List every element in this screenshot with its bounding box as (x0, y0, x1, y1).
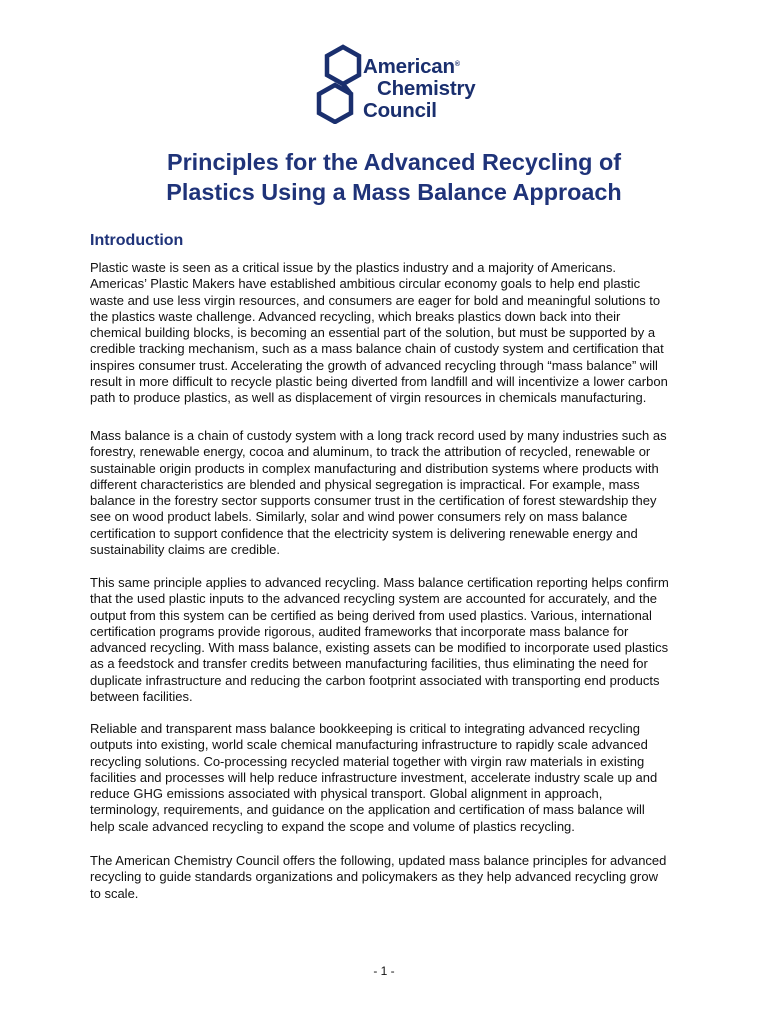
paragraph-line: Plastic waste is seen as a critical issue by the plastics industry and a majority of Americans. (90, 260, 616, 275)
paragraph-line: certification programs provide rigorous, audited frameworks that incorporate mass balance for (90, 623, 629, 639)
paragraph-line: recycling to guide standards organizations and policymakers as they help advanced recycling grow (90, 869, 658, 885)
title-line-1: Principles for the Advanced Recycling of (166, 149, 622, 175)
paragraph-line: path to produce plastics, as well as displacement of virgin resources in chemicals manufacturing. (90, 390, 647, 406)
logo-text-line-1: American® (363, 55, 460, 78)
paragraph-line: output from this system can be certified as being derived from used plastics. Various, international (90, 607, 652, 623)
paragraph-line: waste and use less virgin resources, and consumers are eager for bold and meaningful solutions to (90, 292, 661, 308)
paragraph-line: Reliable and transparent mass balance bookkeeping is critical to integrating advanced recycling (90, 721, 640, 736)
paragraph-line: as a feedstock and transfer credits between manufacturing facilities, thus eliminating the need for (90, 656, 648, 672)
paragraph-line: The American Chemistry Council offers the following, updated mass balance principles for advanced (90, 853, 667, 868)
paragraph-line: terminology, requirements, and guidance on the application and certification of mass balance will (90, 802, 645, 818)
paragraph-line: help scale advanced recycling to expand the scope and volume of plastics recycling. (90, 818, 575, 834)
paragraph-line: sustainability claims are credible. (90, 542, 281, 558)
paragraph-line: see on wood product labels. Similarly, solar and wind power consumers rely on mass balance (90, 509, 628, 525)
paragraph-5 (90, 853, 710, 902)
paragraph-line: reduce GHG emissions associated with physical transport. Global alignment in approach, (90, 786, 603, 802)
page-number: - 1 - (373, 964, 395, 978)
acc-logo (316, 44, 486, 124)
paragraph-line: certification to support confidence that the electricity system is delivering renewable energy and (90, 525, 638, 541)
paragraph-line: inspires consumer trust. Accelerating the growth of advanced recycling through “mass balance” will (90, 357, 658, 373)
paragraph-line: credible tracking mechanism, such as a mass balance chain of custody system and certification that (90, 341, 664, 357)
paragraph-3 (90, 575, 710, 705)
paragraph-line: duplicate infrastructure and reducing the carbon footprint associated with transporting end products (90, 672, 660, 688)
paragraph-line: chemical building blocks, is becoming an essential part of the solution, but must be supported by a (90, 325, 656, 341)
paragraph-line: to scale. (90, 885, 139, 901)
paragraph-4 (90, 721, 710, 835)
logo-text-line-2: Chemistry (377, 77, 476, 100)
paragraph-line: recycling solutions. Co-processing recycled material together with virgin raw materials in existing (90, 753, 645, 769)
paragraph-line: different characteristics are blended and physical segregation is impractical. For example, mass (90, 476, 640, 492)
paragraph-line: between facilities. (90, 689, 193, 705)
paragraph-line: that the used plastic inputs to the advanced recycling system are accounted for accurately, and the (90, 591, 658, 607)
paragraph-line: facilities and processes will help reduce infrastructure investment, accelerate industry scale up and (90, 769, 658, 785)
paragraph-line: forestry, renewable energy, cocoa and aluminum, to track the attribution of recycled, renewable or (90, 444, 651, 460)
paragraph-line: advanced recycling. With mass balance, existing assets can be modified to incorporate used plastics (90, 640, 669, 656)
paragraph-line: Americas’ Plastic Makers have established ambitious circular economy goals to help end plastic (90, 276, 641, 292)
paragraph-line: Mass balance is a chain of custody system with a long track record used by many industries such as (90, 428, 667, 443)
paragraph-line: outputs into existing, world scale chemical manufacturing infrastructure to rapidly scale advanced (90, 737, 648, 753)
paragraph-line: This same principle applies to advanced recycling. Mass balance certification reporting helps confirm (90, 575, 669, 590)
paragraph-1 (90, 260, 710, 407)
paragraph-line: sustainable origin products in complex manufacturing and distribution systems where products with (90, 460, 659, 476)
paragraph-line: balance in the forestry sector supports consumer trust in the certification of forest stewardship they (90, 493, 657, 509)
paragraph-line: result in more difficult to recycle plastic being diverted from landfill and will incentivize a lower carbon (90, 374, 668, 390)
title-line-2: Plastics Using a Mass Balance Approach (166, 179, 622, 205)
section-heading-introduction: Introduction (90, 232, 184, 249)
document-title (90, 147, 698, 207)
logo-text-line-3: Council (363, 99, 437, 122)
paragraph-2 (90, 428, 710, 558)
paragraph-line: the plastics waste challenge. Advanced recycling, which breaks plastics down back into their (90, 308, 621, 324)
